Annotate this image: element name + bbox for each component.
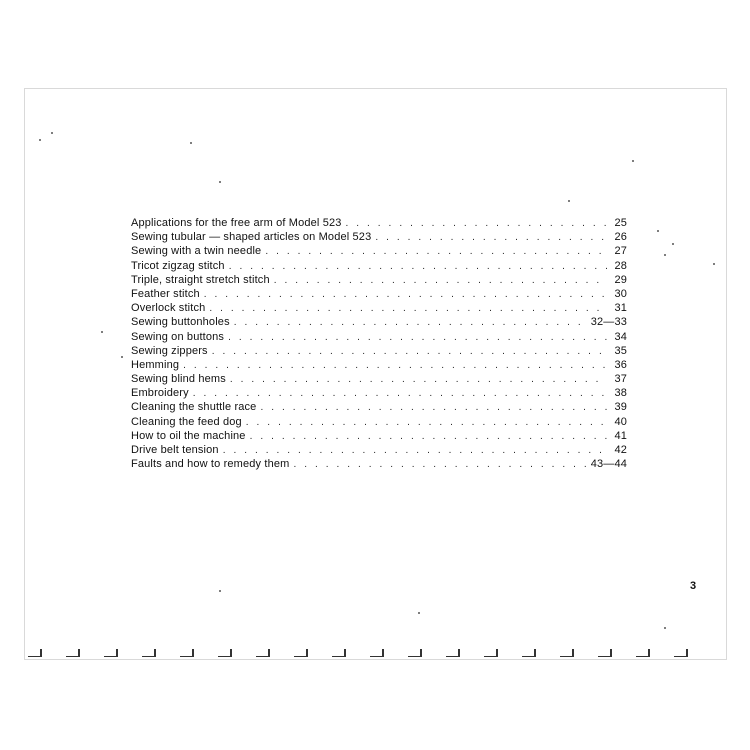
toc-entry [131, 358, 627, 372]
binding-hole-mark [636, 648, 652, 658]
binding-hole-mark [66, 648, 82, 658]
dot-leader [265, 245, 607, 259]
binding-hole-mark [180, 648, 196, 658]
toc-entry-page: 26 [614, 231, 627, 244]
dot-leader [230, 373, 607, 387]
binding-hole-mark [218, 648, 234, 658]
scan-speck [39, 139, 41, 141]
toc-entry-page: 34 [614, 330, 627, 343]
scan-speck [632, 160, 634, 162]
toc-entry [131, 386, 627, 400]
toc-entry-page: 43—44 [590, 458, 627, 471]
toc-entry [131, 244, 627, 258]
binding-hole-mark [408, 648, 424, 658]
toc-entry-page: 27 [614, 245, 627, 258]
binding-hole-mark [332, 648, 348, 658]
page-number: 3 [690, 580, 697, 592]
toc-entry [131, 216, 627, 230]
dot-leader [212, 345, 607, 359]
dot-leader [223, 444, 607, 458]
toc-entry-title: Sewing on buttons [131, 330, 225, 343]
toc-entry [131, 429, 627, 443]
toc-entry-page: 31 [614, 302, 627, 315]
toc-entry [131, 330, 627, 344]
table-of-contents [131, 216, 627, 471]
binding-hole-mark [142, 648, 158, 658]
toc-entry-title: Cleaning the feed dog [131, 415, 242, 428]
toc-entry-page: 35 [614, 344, 627, 357]
binding-hole-mark [560, 648, 576, 658]
toc-entry-page: 39 [614, 401, 627, 414]
toc-entry-page: 32—33 [590, 316, 627, 329]
toc-entry-page: 25 [614, 217, 627, 229]
toc-entry [131, 372, 627, 386]
toc-entry-title: Sewing tubular — shaped articles on Model 523 [131, 231, 372, 244]
dot-leader [234, 316, 587, 330]
toc-entry [131, 259, 627, 273]
dot-leader [260, 401, 607, 415]
dot-leader [228, 331, 607, 345]
toc-entry-title: Sewing blind hems [131, 373, 226, 386]
toc-entry-title: Sewing zippers [131, 344, 208, 357]
binding-hole-mark [484, 648, 500, 658]
toc-entry-title: Overlock stitch [131, 302, 206, 315]
spiral-binding-marks [28, 648, 708, 660]
toc-entry-title: How to oil the machine [131, 429, 246, 442]
scan-speck [664, 627, 666, 629]
toc-entry-title: Sewing with a twin needle [131, 245, 262, 258]
binding-hole-mark [598, 648, 614, 658]
toc-entry-page: 29 [614, 273, 627, 286]
dot-leader [204, 288, 607, 302]
toc-entry-title: Faults and how to remedy them [131, 458, 290, 471]
scan-speck [101, 331, 103, 333]
toc-entry-page: 28 [614, 259, 627, 272]
scan-speck [190, 142, 192, 144]
binding-hole-mark [674, 648, 690, 658]
toc-entry [131, 344, 627, 358]
dot-leader [209, 302, 607, 316]
toc-entry [131, 443, 627, 457]
toc-entry-page: 36 [614, 358, 627, 371]
scan-speck [219, 181, 221, 183]
toc-entry [131, 457, 627, 471]
toc-entry [131, 230, 627, 244]
toc-entry-title: Hemming [131, 358, 180, 371]
dot-leader [250, 430, 607, 444]
binding-hole-mark [294, 648, 310, 658]
dot-leader [193, 387, 607, 401]
toc-entry-title: Feather stitch [131, 287, 200, 300]
toc-entry-title: Tricot zigzag stitch [131, 259, 225, 272]
toc-entry-page: 30 [614, 287, 627, 300]
toc-entry-page: 42 [614, 444, 627, 456]
binding-hole-mark [104, 648, 120, 658]
toc-entry [131, 287, 627, 301]
scan-speck [418, 612, 420, 614]
scan-speck [568, 200, 570, 202]
toc-entry [131, 315, 627, 329]
toc-entry-page: 41 [614, 429, 627, 442]
toc-entry [131, 301, 627, 315]
dot-leader [293, 458, 586, 472]
binding-hole-mark [446, 648, 462, 658]
scan-speck [713, 263, 715, 265]
toc-entry-title: Applications for the free arm of Model 523 [131, 217, 342, 229]
dot-leader [346, 217, 607, 231]
dot-leader [274, 274, 607, 288]
toc-entry-title: Embroidery [131, 387, 189, 400]
toc-entry-page: 37 [614, 373, 627, 386]
binding-hole-mark [370, 648, 386, 658]
binding-hole-mark [522, 648, 538, 658]
scan-speck [672, 243, 674, 245]
scan-speck [657, 230, 659, 232]
toc-entry-title: Cleaning the shuttle race [131, 401, 257, 414]
dot-leader [246, 416, 607, 430]
scan-speck [51, 132, 53, 134]
dot-leader [229, 260, 607, 274]
toc-entry [131, 400, 627, 414]
toc-entry-title: Sewing buttonholes [131, 316, 230, 329]
toc-entry [131, 415, 627, 429]
scan-speck [219, 590, 221, 592]
toc-entry [131, 273, 627, 287]
scan-speck [121, 356, 123, 358]
toc-entry-page: 40 [614, 415, 627, 428]
binding-hole-mark [28, 648, 44, 658]
binding-hole-mark [256, 648, 272, 658]
scan-speck [664, 254, 666, 256]
toc-entry-title: Drive belt tension [131, 444, 219, 456]
toc-entry-page: 38 [614, 387, 627, 400]
dot-leader [375, 231, 607, 245]
toc-entry-title: Triple, straight stretch stitch [131, 273, 270, 286]
dot-leader [183, 359, 607, 373]
